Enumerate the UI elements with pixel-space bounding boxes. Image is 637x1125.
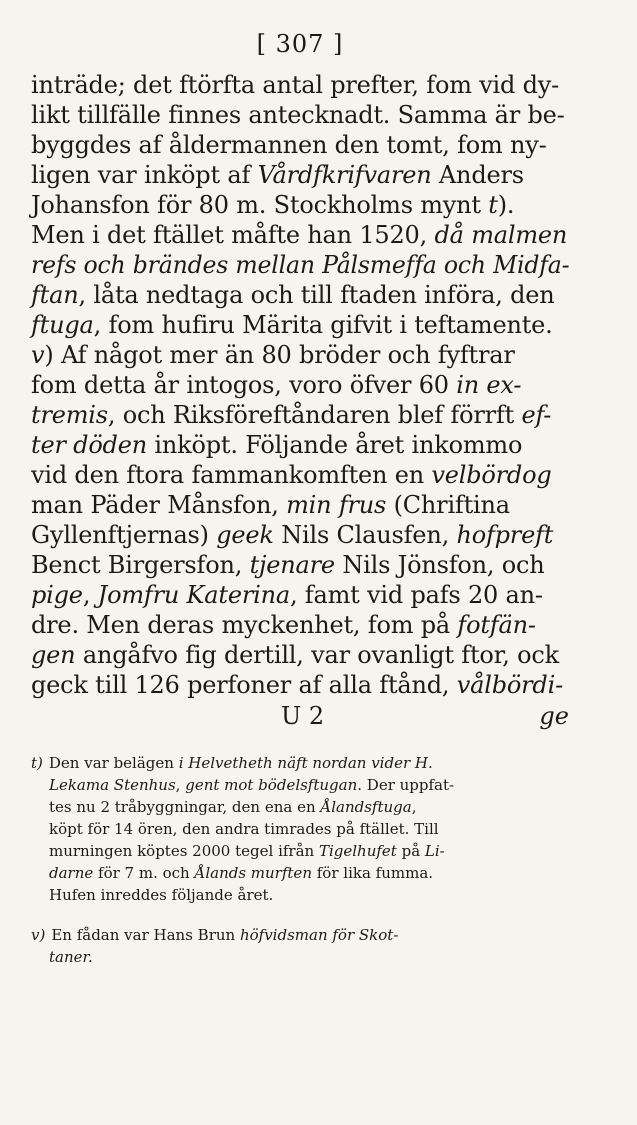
text-segment: taner. — [49, 948, 93, 966]
text-segment: . Der uppfat- — [357, 776, 455, 794]
text-segment: höfvidsman för Skot- — [239, 926, 399, 944]
text-segment: i Helvetheth näft nordan vider H. — [178, 754, 433, 772]
text-segment: ftuga — [31, 311, 94, 339]
main-text — [31, 70, 569, 700]
text-segment: Lekama Stenhus — [49, 776, 176, 794]
text-segment: , — [411, 798, 417, 816]
text-segment: Tigelhufet — [318, 842, 397, 860]
text-line — [31, 100, 569, 130]
text-segment: velbördog — [431, 461, 552, 489]
text-line — [31, 370, 569, 400]
text-line — [31, 160, 569, 190]
text-segment: in ex- — [456, 371, 522, 399]
text-segment: likt tillfälle finnes antecknadt. Samma är be- — [31, 101, 565, 129]
text-segment: man Päder Månsfon, — [31, 491, 287, 519]
footnote-t — [31, 752, 569, 906]
text-segment: refs och brändes mellan Pålsmeffa och Midfa- — [31, 251, 570, 279]
footnote-line — [31, 862, 569, 884]
footnote-line — [31, 818, 569, 840]
text-segment: gen — [31, 641, 76, 669]
footnote-line — [31, 796, 569, 818]
text-segment: t — [488, 191, 498, 219]
text-line — [31, 430, 569, 460]
text-line — [31, 580, 569, 610]
text-segment: murningen köptes 2000 tegel ifrån — [49, 842, 319, 860]
footnote-mark: t) — [31, 754, 43, 772]
text-line — [31, 250, 570, 280]
text-segment: Johansfon för 80 m. Stockholms mynt — [31, 191, 489, 219]
text-segment: Gyllenftjernas) — [31, 521, 217, 549]
text-line — [31, 340, 569, 370]
text-segment: då malmen — [434, 221, 568, 249]
text-segment: , — [175, 776, 186, 794]
text-segment: Men i det ftället måfte han 1520, — [31, 221, 435, 249]
text-segment: Vårdfkrifvaren — [257, 161, 432, 189]
text-segment: En fådan var Hans Brun — [51, 926, 240, 944]
text-segment: tes nu 2 tråbyggningar, den ena en — [49, 798, 321, 816]
text-segment: inträde; det ftörfta antal prefter, fom vid dy- — [31, 71, 560, 99]
text-segment: , famt vid pafs 20 an- — [289, 581, 543, 609]
text-segment: v — [31, 341, 45, 369]
text-segment: Ålandsftuga — [320, 798, 412, 816]
text-segment: Benct Birgersfon, — [31, 551, 250, 579]
book-page — [31, 24, 569, 968]
text-segment: byggdes af åldermannen den tomt, fom ny- — [31, 131, 547, 159]
text-segment: Li- — [424, 842, 445, 860]
text-segment: , fom hufiru Märita gifvit i teftamente. — [93, 311, 553, 339]
text-segment: på — [396, 842, 425, 860]
text-segment: ef- — [521, 401, 552, 429]
text-segment: Hufen inreddes följande året. — [49, 886, 274, 904]
signature-row — [31, 702, 569, 730]
text-segment: geck till 126 perfoner af alla ftånd, — [31, 671, 457, 699]
text-segment: min frus — [286, 491, 387, 519]
text-line — [31, 520, 569, 550]
page-number: [ 307 ] — [256, 30, 344, 58]
footnote-line — [31, 884, 569, 906]
text-segment: ) Af något mer än 80 bröder och fyftrar — [44, 341, 515, 369]
text-line — [31, 460, 569, 490]
text-segment: ). — [497, 191, 515, 219]
text-segment: vid den ftora fammankomften en — [31, 461, 432, 489]
text-segment: Nils Clausfen, — [273, 521, 457, 549]
text-segment: för 7 m. och — [93, 864, 195, 882]
catchword: ge — [539, 702, 569, 730]
footnote-mark: v) — [31, 926, 46, 944]
text-segment: ligen var inköpt af — [31, 161, 258, 189]
text-line — [31, 130, 569, 160]
text-segment: tjenare — [249, 551, 335, 579]
signature-mark: U 2 — [281, 702, 325, 730]
text-segment: dre. Men deras myckenhet, fom på — [31, 611, 458, 639]
text-segment: geek — [216, 521, 274, 549]
text-line — [31, 550, 569, 580]
footnote-line — [31, 946, 569, 968]
text-segment: hofpreft — [456, 521, 554, 549]
text-line — [31, 640, 569, 670]
text-line — [31, 310, 569, 340]
text-segment: darne — [49, 864, 94, 882]
text-segment: , — [82, 581, 98, 609]
text-line — [31, 490, 569, 520]
text-segment: pige — [31, 581, 83, 609]
text-segment: gent mot bödelsftugan — [185, 776, 358, 794]
text-line — [31, 280, 569, 310]
text-segment: angåfvo fig dertill, var ovanligt ftor, ock — [75, 641, 559, 669]
page-header — [31, 24, 569, 64]
text-line — [31, 610, 569, 640]
text-segment: inköpt. Följande året inkommo — [147, 431, 523, 459]
footnote-line — [31, 924, 569, 946]
text-segment: vålbördi- — [456, 671, 563, 699]
text-segment: (Chriftina — [386, 491, 510, 519]
footnote-line — [31, 752, 569, 774]
text-segment: Anders — [431, 161, 524, 189]
text-segment: för lika fumma. — [311, 864, 434, 882]
text-segment: fotfän- — [457, 611, 536, 639]
text-line — [31, 70, 569, 100]
text-segment: Nils Jönsfon, och — [334, 551, 545, 579]
text-segment: köpt för 14 ören, den andra timrades på ftället. Till — [49, 820, 439, 838]
text-segment: , och Riksföreftåndaren blef förrft — [107, 401, 522, 429]
text-segment: , låta nedtaga och till ftaden införa, den — [78, 281, 555, 309]
text-segment: fom detta år intogos, voro öfver 60 — [31, 371, 457, 399]
text-segment: tremis — [31, 401, 108, 429]
text-line — [31, 400, 569, 430]
text-segment: ter döden — [31, 431, 147, 459]
text-line — [31, 670, 569, 700]
footnote-v — [31, 924, 569, 968]
text-line — [31, 220, 569, 250]
text-segment: Ålands murften — [194, 864, 312, 882]
text-segment: ftan — [31, 281, 79, 309]
footnote-line — [31, 774, 569, 796]
text-segment: Jomfru Katerina — [97, 581, 290, 609]
text-segment: Den var belägen — [48, 754, 179, 772]
footnotes — [31, 752, 569, 968]
footnote-line — [31, 840, 569, 862]
text-line — [31, 190, 569, 220]
